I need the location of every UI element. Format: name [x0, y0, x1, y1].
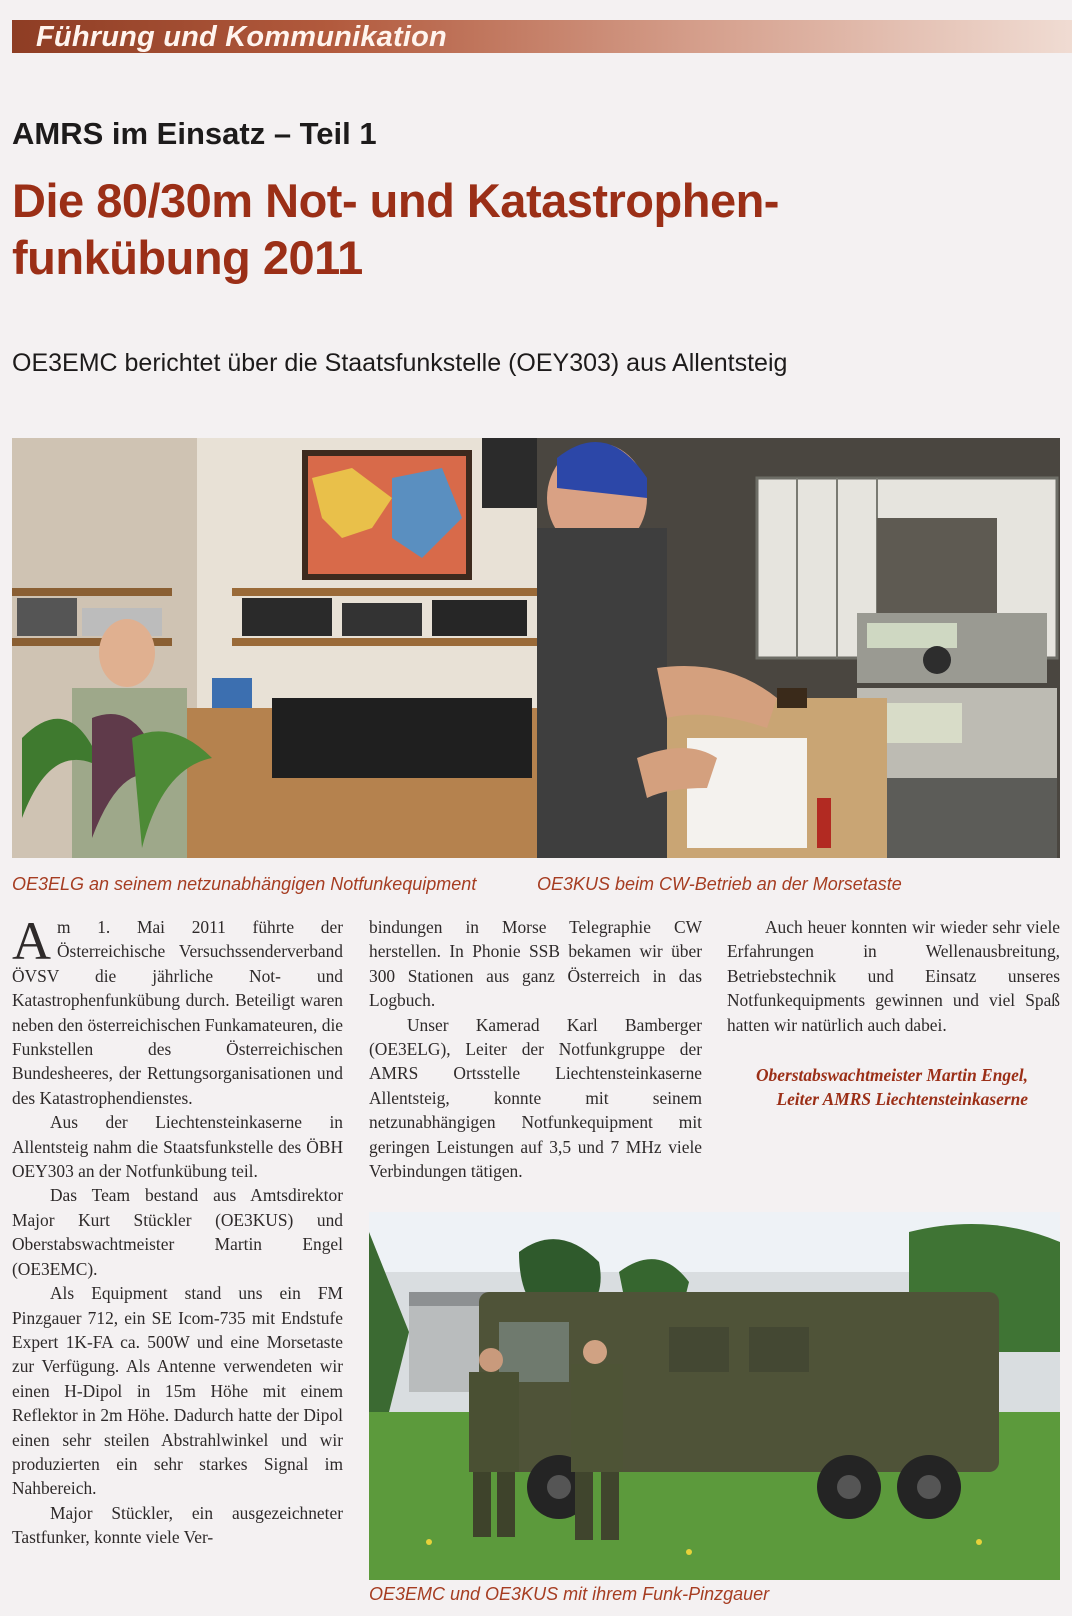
photo-radio-shack	[12, 438, 537, 858]
section-header-bar	[12, 20, 1072, 53]
drop-cap: A	[12, 911, 51, 971]
caption-bottom-photo: OE3EMC und OE3KUS mit ihrem Funk-Pinzgauer	[369, 1584, 770, 1604]
col1-paragraph-1: Am 1. Mai 2011 führte der Österreichische Versuchssenderverband ÖVSV die jährliche Not- und Katastrophenfunkübung durch. Beteiligt waren neben den österreichischen Funkamateuren, die Funkstellen des Österreichischen Bundesheeres, der Rettungsorganisationen und des Katastrophendienstes.	[12, 911, 343, 1108]
photo-pinzgauer-vehicle	[369, 1212, 1060, 1580]
article-column-1	[12, 911, 343, 1550]
headline-line-2: funkübung 2011	[12, 231, 363, 284]
col1-paragraph-3: Das Team bestand aus Amtsdirektor Major Kurt Stückler (OE3KUS) und Oberstabswachtmeister Martin Engel (OE3EMC).	[12, 1185, 343, 1279]
article-kicker: AMRS im Einsatz – Teil 1	[12, 116, 377, 151]
col2-paragraph-1: bindungen in Morse Telegraphie CW herstellen. In Phonie SSB bekamen wir über 300 Stationen aus ganz Österreich in das Logbuch.	[369, 917, 702, 1011]
col1-paragraph-5: Major Stückler, ein ausgezeichneter Tastfunker, konnte viele Ver-	[12, 1502, 343, 1548]
author-line-2: Leiter AMRS Liechtensteinkaserne	[776, 1089, 1028, 1110]
col1-paragraph-4: Als Equipment stand uns ein FM Pinzgauer 712, ein SE Icom-735 mit Endstufe Expert 1K-FA ca. 500W und eine Morsetaste zur Verfügung. Als Antenne verwendeten wir einen H-Dipol in 15m Höhe mit einem Reflektor in 2m Höhe. Dadurch hatte der Dipol einen sehr steilen Abstrahlwinkel und wir produzierten ein sehr starkes Signal im Nahbereich.	[12, 1283, 343, 1499]
caption-right-photo: OE3KUS beim CW-Betrieb an der Morsetaste	[537, 874, 902, 894]
article-headline	[12, 172, 1012, 286]
col2-paragraph-2: Unser Kamerad Karl Bamberger (OE3ELG), Leiter der Notfunkgruppe der AMRS Ortsstelle Liechtensteinkaserne Allentsteig, konnte mit seinem netzunabhängigen Notfunkequipment mit geringen Leistungen auf 3,5 und 7 MHz viele Verbindungen tätigen.	[369, 1014, 702, 1182]
headline-line-1: Die 80/30m Not- und Katastrophen-	[12, 174, 779, 227]
author-line-1: Oberstabswachtmeister Martin Engel,	[755, 1065, 1028, 1085]
section-title: Führung und Kommunikation	[36, 21, 447, 53]
caption-left-photo: OE3ELG an seinem netzunabhängigen Notfunkequipment	[12, 874, 477, 894]
article-column-2	[369, 915, 702, 1183]
author-signature	[688, 1063, 1028, 1112]
article-byline: OE3EMC berichtet über die Staatsfunkstelle (OEY303) aus Allentsteig	[12, 349, 788, 377]
col1-paragraph-2: Aus der Liechtensteinkaserne in Allentsteig nahm die Staatsfunkstelle des ÖBH OEY303 an der Notfunkübung teil.	[12, 1112, 343, 1182]
photo-morse-key	[537, 438, 1060, 858]
article-column-3	[727, 915, 1060, 1037]
col3-paragraph-1: Auch heuer konnten wir wieder sehr viele Erfahrungen in Wellenausbreitung, Betriebstechnik und Einsatz unseres Notfunkequipments gewinnen und viel Spaß hatten wir natürlich auch dabei.	[727, 917, 1060, 1035]
